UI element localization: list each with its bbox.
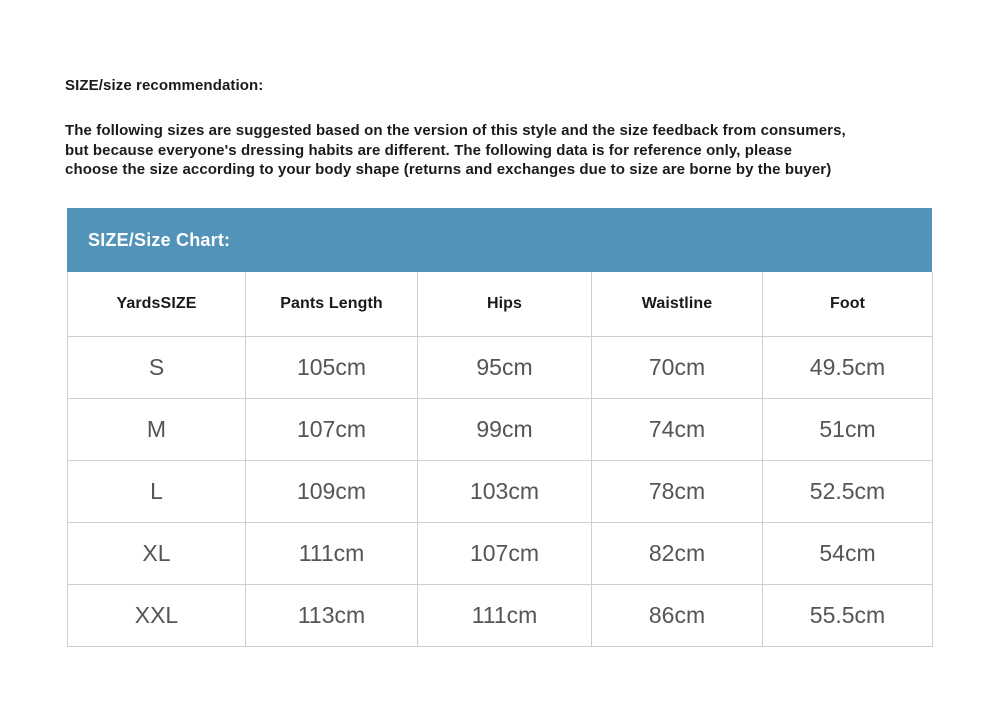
pants-length-cell: 109cm xyxy=(246,461,418,523)
column-header-hips: Hips xyxy=(418,272,592,337)
hips-cell: 95cm xyxy=(418,337,592,399)
foot-cell: 51cm xyxy=(763,399,933,461)
table-header-row xyxy=(68,272,933,337)
size-cell: XXL xyxy=(68,585,246,647)
foot-cell: 49.5cm xyxy=(763,337,933,399)
pants-length-cell: 105cm xyxy=(246,337,418,399)
hips-cell: 103cm xyxy=(418,461,592,523)
table-row-s xyxy=(68,337,933,399)
foot-cell: 54cm xyxy=(763,523,933,585)
waistline-cell: 82cm xyxy=(592,523,763,585)
size-cell: L xyxy=(68,461,246,523)
paragraph-line-1: The following sizes are suggested based on the version of this style and the size feedback from consumers, xyxy=(65,122,846,139)
paragraph-line-2: but because everyone's dressing habits are different. The following data is for reference only, please xyxy=(65,141,793,159)
size-chart-table xyxy=(67,272,933,647)
pants-length-cell: 111cm xyxy=(246,523,418,585)
table-row-xl xyxy=(68,523,933,585)
size-cell: XL xyxy=(68,523,246,585)
foot-cell: 55.5cm xyxy=(763,585,933,647)
hips-cell: 111cm xyxy=(418,585,592,647)
waistline-cell: 74cm xyxy=(592,399,763,461)
table-row-xxl xyxy=(68,585,933,647)
column-header-foot: Foot xyxy=(763,272,933,337)
size-cell: M xyxy=(68,399,246,461)
pants-length-cell: 113cm xyxy=(246,585,418,647)
foot-cell: 52.5cm xyxy=(763,461,933,523)
column-header-pants-length: Pants Length xyxy=(246,272,418,337)
hips-cell: 99cm xyxy=(418,399,592,461)
size-chart-caption: SIZE/Size Chart: xyxy=(67,208,932,272)
size-recommendation-paragraph xyxy=(65,121,955,180)
hips-cell: 107cm xyxy=(418,523,592,585)
waistline-cell: 86cm xyxy=(592,585,763,647)
table-row-m xyxy=(68,399,933,461)
waistline-cell: 70cm xyxy=(592,337,763,399)
pants-length-cell: 107cm xyxy=(246,399,418,461)
waistline-cell: 78cm xyxy=(592,461,763,523)
paragraph-line-3: choose the size according to your body shape (returns and exchanges due to size are borne by the buyer) xyxy=(65,161,832,178)
size-recommendation-title: SIZE/size recommendation: xyxy=(65,77,264,94)
size-chart xyxy=(67,208,932,647)
column-header-yards-size: YardsSIZE xyxy=(68,272,246,337)
size-cell: S xyxy=(68,337,246,399)
table-row-l xyxy=(68,461,933,523)
column-header-waistline: Waistline xyxy=(592,272,763,337)
